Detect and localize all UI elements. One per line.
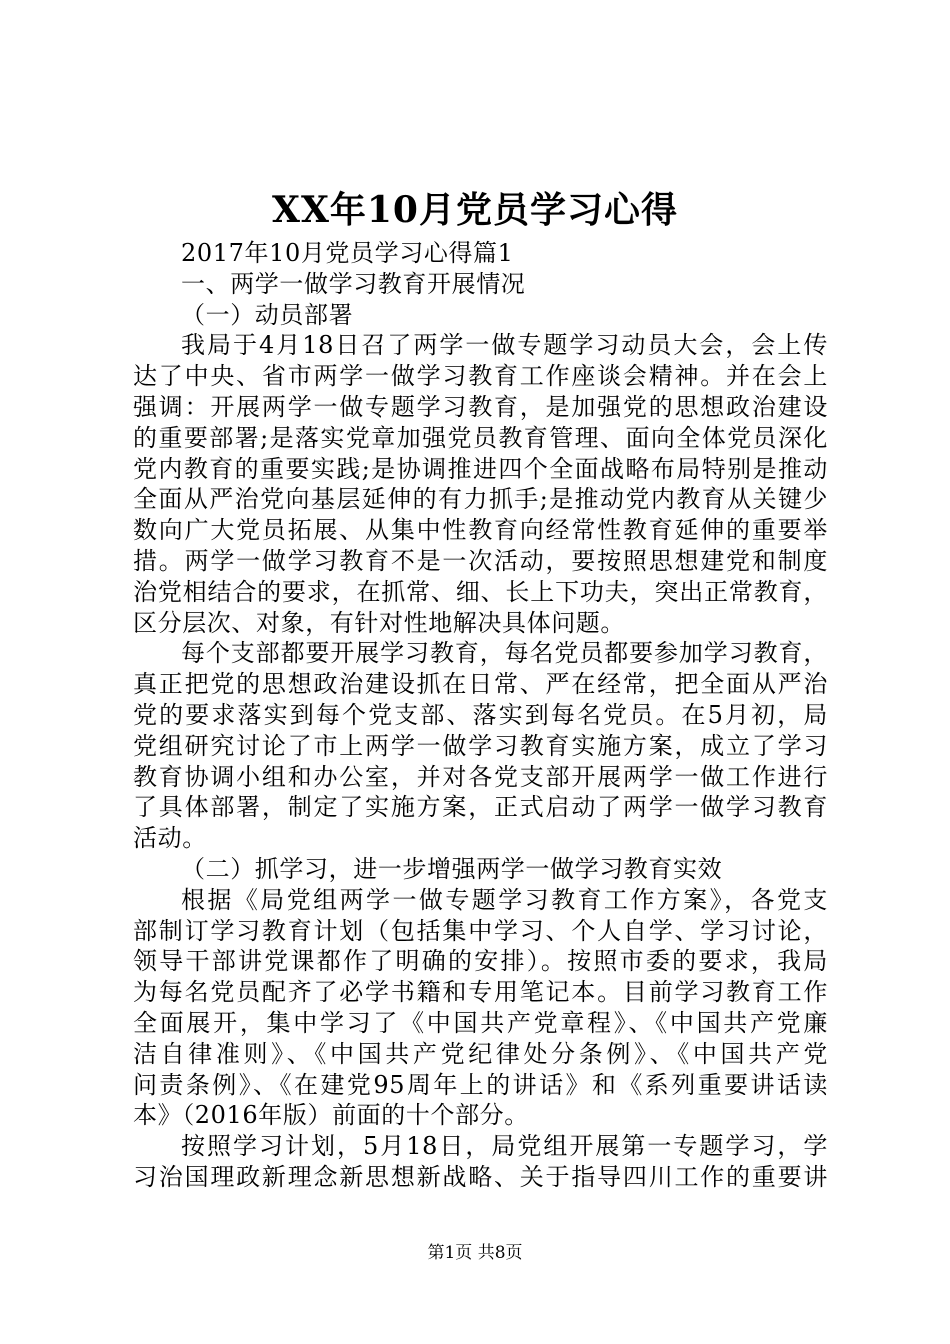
paragraph-line: 本》（2016年版）前面的十个部分。 <box>133 1101 529 1130</box>
paragraph-line: 达了中央、省市两学一做学习教育工作座谈会精神。并在会上 <box>133 362 828 391</box>
paragraph-line: 教育协调小组和办公室，并对各党支部开展两学一做工作进行 <box>133 762 828 791</box>
paragraph-line: 活动。 <box>133 824 207 853</box>
paragraph-line: 领导干部讲党课都作了明确的安排）。按照市委的要求，我局 <box>133 947 828 976</box>
paragraph-line: 的重要部署;是落实党章加强党员教育管理、面向全体党员深化 <box>133 423 828 452</box>
paragraph-line: 为每名党员配齐了必学书籍和专用笔记本。目前学习教育工作 <box>133 978 828 1007</box>
section-heading: 一、两学一做学习教育开展情况 <box>181 269 526 298</box>
document-title: XX年10月党员学习心得 <box>272 189 678 231</box>
paragraph-line: 党的要求落实到每个党支部、落实到每名党员。在5月初，局 <box>133 700 828 729</box>
paragraph-line: 按照学习计划，5月18日，局党组开展第一专题学习，学 <box>181 1132 828 1161</box>
paragraph-line: 真正把党的思想政治建设抓在日常、严在经常，把全面从严治 <box>133 670 828 699</box>
paragraph-line: 区分层次、对象，有针对性地解决具体问题。 <box>133 608 625 637</box>
paragraph-line: 全面从严治党向基层延伸的有力抓手;是推动党内教育从关键少 <box>133 485 828 514</box>
paragraph-line: 全面展开，集中学习了《中国共产党章程》、《中国共产党廉 <box>133 1008 828 1037</box>
paragraph-line: 每个支部都要开展学习教育，每名党员都要参加学习教育， <box>181 639 828 668</box>
paragraph-line: 部制订学习教育计划（包括集中学习、个人自学、学习讨论， <box>133 916 828 945</box>
paragraph-line: 了具体部署，制定了实施方案，正式启动了两学一做学习教育 <box>133 793 828 822</box>
paragraph-line: 洁自律准则》、《中国共产党纪律处分条例》、《中国共产党 <box>133 1039 828 1068</box>
paragraph-line: 数向广大党员拓展、从集中性教育向经常性教育延伸的重要举 <box>133 516 828 545</box>
page-footer: 第1页 共8页 <box>427 1243 523 1263</box>
subsection-heading: （二）抓学习，进一步增强两学一做学习教育实效 <box>181 854 723 883</box>
paragraph-line: 根据《局党组两学一做专题学习教育工作方案》，各党支 <box>181 885 828 914</box>
paragraph-line: 我局于4月18日召了两学一做专题学习动员大会，会上传 <box>181 331 828 360</box>
paragraph-line: 习治国理政新理念新思想新战略、关于指导四川工作的重要讲 <box>133 1162 828 1191</box>
paragraph-line: 党内教育的重要实践;是协调推进四个全面战略布局特别是推动 <box>133 454 828 483</box>
document-body <box>133 238 828 1193</box>
subsection-heading: （一）动员部署 <box>181 300 354 329</box>
paragraph-line: 问责条例》、《在建党95周年上的讲话》和《系列重要讲话读 <box>133 1070 828 1099</box>
paragraph-line: 治党相结合的要求，在抓常、细、长上下功夫，突出正常教育， <box>133 577 828 606</box>
paragraph-line: 强调：开展两学一做专题学习教育，是加强党的思想政治建设 <box>133 392 828 421</box>
paragraph-line: 党组研究讨论了市上两学一做学习教育实施方案，成立了学习 <box>133 731 828 760</box>
text-line: 2017年10月党员学习心得篇1 <box>181 239 514 267</box>
paragraph-line: 措。两学一做学习教育不是一次活动，要按照思想建党和制度 <box>133 546 828 575</box>
